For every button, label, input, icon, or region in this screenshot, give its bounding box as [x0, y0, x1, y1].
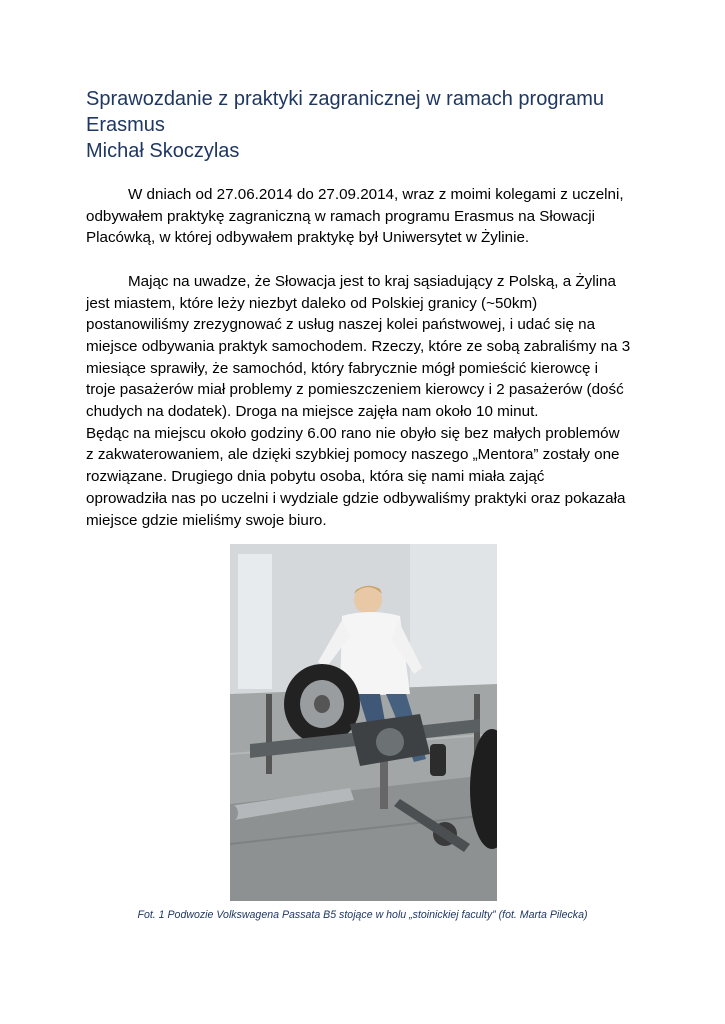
- paragraph-line: odbywałem praktykę zagraniczną w ramach programu Erasmus na Słowacji: [86, 207, 595, 225]
- paragraph-line: miejsce odbywania praktyk samochodem. Rzeczy, które ze sobą zabraliśmy na 3: [86, 337, 631, 355]
- paragraph-line: miesiące sprawiły, że samochód, który fabrycznie mógł pomieścić kierowcę i: [86, 359, 599, 377]
- paragraph-line: Mając na uwadze, że Słowacja jest to kraj sąsiadujący z Polską, a Żylina: [128, 272, 616, 290]
- document-body: [86, 184, 646, 531]
- title-line-1: Sprawozdanie z praktyki zagranicznej w ramach programu: [86, 88, 605, 110]
- paragraph-line: Placówką, w której odbywałem praktykę był Uniwersytet w Żylinie.: [86, 229, 530, 247]
- author-name: Michał Skoczylas: [86, 140, 240, 162]
- chassis-photo: [230, 544, 497, 901]
- paragraph-1: [86, 184, 646, 249]
- paragraph-line: jest miastem, które leży niezbyt daleko od Polskiej granicy (~50km): [86, 294, 538, 312]
- photo-caption: Fot. 1 Podwozie Volkswagena Passata B5 stojące w holu „stoinickiej faculty” (fot. Marta Pilecka): [137, 909, 588, 921]
- paragraph-line: postanowiliśmy zrezygnować z usług naszej kolei państwowej, i udać się na: [86, 316, 596, 334]
- photo-of-student-with-car-chassis-icon: [230, 544, 497, 901]
- paragraph-line: oprowadziła nas po uczelni i wydziale gdzie odbywaliśmy praktyki oraz pokazała: [86, 489, 626, 507]
- paragraph-line: troje pasażerów miał problemy z pomieszczeniem kierowcy i 2 pasażerów (dość: [86, 381, 624, 399]
- title-line-2: Erasmus: [86, 114, 165, 136]
- paragraph-line: z zakwaterowaniem, ale dzięki szybkiej pomocy naszego „Mentora” zostały one: [86, 446, 620, 464]
- paragraph-2: [86, 271, 646, 531]
- paragraph-line: rozwiązane. Drugiego dnia pobytu osoba, która się nami miała zająć: [86, 468, 545, 486]
- paragraph-line: Będąc na miejscu około godziny 6.00 rano nie obyło się bez małych problemów: [86, 424, 620, 442]
- paragraph-line: miejsce gdzie mieliśmy swoje biuro.: [86, 511, 327, 529]
- paragraph-line: chudych na dodatek). Droga na miejsce zajęła nam około 10 minut.: [86, 403, 539, 421]
- paragraph-line: W dniach od 27.06.2014 do 27.09.2014, wraz z moimi kolegami z uczelni,: [128, 186, 624, 203]
- document-heading: [86, 86, 646, 164]
